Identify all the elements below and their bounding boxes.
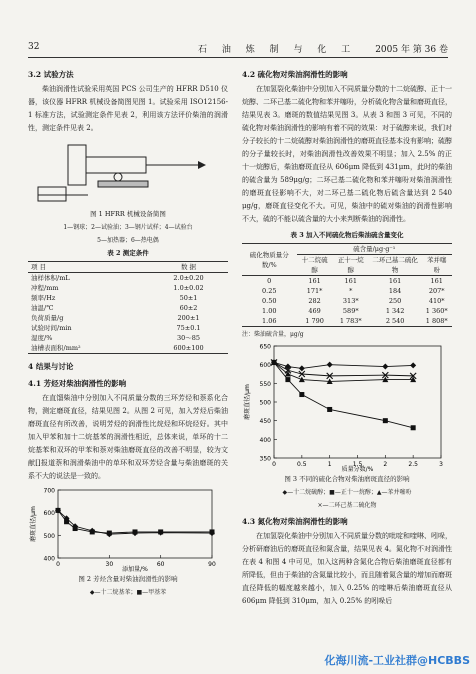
plot-frame: [274, 346, 441, 458]
data-point: [56, 508, 61, 513]
fig3-legend: ◆—十二烷硫醇；■—正十一烷醇；▲—苯并噻吩: [282, 489, 412, 496]
table-cell: 油样体积/mL: [31, 274, 70, 282]
fig1-subcaption: 5—加热器；6—热电偶: [97, 237, 159, 244]
table-cell: 161: [308, 277, 321, 285]
right-column: [242, 64, 452, 608]
data-point: [158, 529, 163, 534]
fig1-caption: 图 1 HFRR 机械设备简图: [90, 210, 166, 218]
table3-header: 正十一烷醇: [337, 256, 364, 274]
data-point: [285, 377, 290, 382]
data-point: [210, 529, 215, 534]
x-tick-label: 1.5: [352, 461, 363, 468]
data-point: [90, 529, 95, 534]
apparatus-arm: [86, 157, 146, 173]
y-tick-label: 400: [43, 555, 55, 563]
x-tick-label: 1: [327, 461, 332, 468]
y-tick-label: 600: [43, 510, 55, 518]
page-header: [28, 42, 448, 56]
x-tick-label: 3: [439, 461, 443, 468]
paragraph: 在加氢裂化柴油中分别加入不同质量分数的十二烷硫醇、正十一烷醇、二环己基二硫化物和苯并噻吩，分析硫化物含量和磨斑直径，结果见表 3。磨斑的数值结果见图 3。从表 3 和图 3 可见，不同的硫化物对柴油润滑性的影响有着不同的效果：对于硫醇来说，我们对分子较长的十二烷硫醇对柴油润滑性的磨斑直径基本没有影响；硫醇的分子量较长时，对柴油润滑性改善效果不明显；加入 2.5% 的正十一烷醇后，柴油磨斑直径从 606μm 降低到 431μm，此时的柴油的硫含量为 589μg/g；二环己基二硫化物和苯并噻吩对柴油润滑性的磨斑直径影响不大，对二环己基二硫化物后硫含量达到 2 540 μg/g，磨斑直径变化不大。可见，柴油中的硫对柴油的润滑性影响不大，硫的不能以硫含量的大小来判断柴油的润滑性。: [242, 85, 452, 223]
table-cell: 469: [308, 307, 321, 315]
table2-title: 表 2 测定条件: [107, 249, 149, 257]
table-row: [242, 276, 452, 287]
table-cell: 1.06: [262, 317, 277, 325]
data-point: [133, 529, 138, 534]
steel-ball: [114, 173, 122, 181]
table3-header: 苯并噻吩: [426, 256, 447, 274]
paragraph: 在直馏柴油中分别加入不同质量分数的三环芳烃和萘系化合物，测定磨斑直径，结果见图 2。从图 2 可见，加入芳烃后柴油磨斑直径有所改善，说明芳烃的润滑性比烷烃和环烷烃好。其中加入甲苯和加十二烷基苯的润滑性相近，总体来说，单环的十二烷基苯和双环的甲苯和萘对柴油磨斑直径的改善不明显，较为文献[]报道萘和润滑柴油中的单环和双环芳烃含量与柴油磨斑的关系不大的说法是一致的。: [28, 394, 228, 480]
x-tick-label: 90: [208, 561, 216, 568]
table-cell: 171*: [306, 287, 323, 295]
section-3-2-heading: 3.2 试验方法: [28, 70, 74, 79]
table-cell: 0: [267, 277, 272, 285]
table-cell: 60±2: [179, 304, 198, 312]
section-4-3-heading: 4.3 氮化物对柴油润滑性的影响: [242, 517, 348, 526]
table-row: [28, 273, 228, 284]
hfrr-apparatus-figure: [28, 137, 228, 207]
y-tick-label: 500: [43, 532, 55, 540]
x-tick-label: 2.5: [408, 461, 418, 468]
paragraph: 在加氢裂化柴油中分别加入不同质量分数的吡啶和喹啉、吲哚，分析研磨油后的磨斑直径和氮含量，结果见表 4。氮化物不对润滑性在表 4 和图 4 中可见，加入这两种含氮化合物后柴油磨斑直径都有所降低，但由于柴油的含氮量比较小，而且随着氮含量的增加而磨斑直径降低的幅度越来越小，加入 0.25% 的喹啉后柴油磨斑直径从 606μm 降低到 310μm，加入 0.25% 的吲哚后: [242, 532, 452, 605]
y-tick-label: 350: [259, 455, 271, 463]
table-cell: 184: [388, 287, 402, 295]
table-row: [28, 293, 228, 303]
table-cell: 0.50: [262, 297, 277, 305]
table-cell: 冲程/mm: [31, 284, 59, 292]
table-cell: 油温/℃: [31, 304, 54, 312]
table-row: [28, 303, 228, 313]
x-tick-label: 0: [272, 461, 276, 468]
section-4-1-heading: 4.1 芳烃对柴油润滑性的影响: [28, 379, 127, 388]
table-cell: 负荷质量/g: [31, 314, 64, 322]
section-4-2-heading: 4.2 硫化物对柴油润滑性的影响: [242, 70, 348, 79]
fig3-chart: [242, 342, 447, 472]
table3-note: 注：柴油硫含量，μg/g: [242, 331, 304, 338]
x-axis-label: 质量分数/%: [341, 466, 374, 472]
y-tick-label: 500: [259, 399, 271, 407]
data-point: [299, 392, 304, 397]
y-tick-label: 600: [259, 362, 271, 370]
table3-header: 二环己基二硫化物: [372, 256, 418, 274]
table-cell: 1 808*: [425, 317, 448, 325]
table-cell: 75±0.1: [176, 324, 201, 332]
table-row: [28, 343, 228, 354]
fig1-subcaption: 1—钢球；2—试验油；3—钢片试样；4—试验台: [63, 224, 193, 231]
table2-header: 项 目: [31, 263, 47, 271]
fig3-caption: 图 3 不同的硫化合物对柴油磨斑直径的影响: [284, 475, 410, 483]
section-4-heading: 4 结果与讨论: [28, 362, 74, 371]
arrow-head: [198, 161, 206, 169]
table-cell: 50±1: [179, 294, 198, 302]
table3-header: 硫化物质量分数/%: [249, 250, 289, 269]
table-cell: 589*: [342, 307, 359, 315]
y-tick-label: 450: [259, 418, 271, 426]
table-cell: 161: [388, 277, 402, 285]
table-cell: 207*: [428, 287, 445, 295]
data-point: [327, 362, 333, 368]
data-point: [327, 407, 332, 412]
table-cell: 313*: [342, 297, 359, 305]
table-cell: 1.00: [262, 307, 277, 315]
series-line: [274, 362, 413, 368]
x-tick-label: 2: [383, 461, 388, 468]
oil-bath: [98, 181, 148, 187]
y-tick-label: 700: [43, 487, 55, 495]
table-cell: 试验时间/min: [31, 324, 72, 332]
table-row: [28, 333, 228, 343]
table-row: [242, 286, 452, 296]
y-axis-label: 磨斑直径/μm: [244, 384, 251, 420]
left-column: [28, 64, 228, 600]
table-row: [28, 283, 228, 293]
table-cell: 161: [344, 277, 357, 285]
y-tick-label: 400: [259, 436, 271, 444]
watermark: 化海川流-工业社群@HCBBS: [324, 654, 470, 667]
table-row: [242, 306, 452, 316]
data-point: [411, 425, 416, 430]
table-3: [242, 243, 452, 327]
plot-frame: [58, 490, 212, 558]
table-cell: 600±100: [173, 344, 204, 352]
table-cell: 250: [388, 297, 402, 305]
data-point: [299, 365, 305, 371]
table-cell: 1.0±0.02: [173, 284, 204, 292]
data-point: [107, 531, 112, 536]
series-line: [274, 362, 413, 375]
paragraph: 柴油润滑性试验采用英国 PCS 公司生产的 HFRR D510 仪器，该仪器 HFRR 机械设备简图见图 1。试验采用 ISO12156-1 标准方法，试验测定条件见表 2，利用该方法评价柴油的润滑性，测定条件见表 2。: [28, 85, 228, 132]
fig2-caption: 图 2 芳烃含量对柴油润滑性的影响: [78, 575, 178, 583]
fig2-legend: ◆—十二烷基苯；■—甲基苯: [89, 589, 167, 596]
fig3-legend: ×—二环己基二硫化物: [317, 502, 377, 509]
table-cell: 2.0±0.20: [173, 274, 204, 282]
table3-group-header: 硫含量/μg·g⁻¹: [297, 244, 453, 255]
table-2: [28, 261, 228, 354]
table-row: [242, 316, 452, 327]
x-tick-label: 60: [156, 561, 165, 568]
table-cell: 湿度/%: [31, 334, 53, 342]
table-row: [28, 313, 228, 323]
table-cell: *: [349, 287, 353, 295]
table-cell: 0.25: [262, 287, 277, 295]
apparatus-left-block: [68, 145, 86, 185]
table-row: [28, 323, 228, 333]
table-cell: 200±1: [177, 314, 200, 322]
table3-title: 表 3 加入不同硫化物后柴油硫含量变化: [290, 231, 404, 239]
issue-info: 2005 年 第 36 卷: [375, 45, 448, 55]
x-axis-label: 添加量/%: [122, 566, 148, 572]
fig2-chart: [28, 486, 218, 572]
table-cell: 1 783*: [339, 317, 362, 325]
table-cell: 410*: [428, 297, 445, 305]
journal-title: 石 油 炼 制 与 化 工: [198, 45, 357, 55]
x-tick-label: 0: [56, 561, 60, 568]
table-cell: 1 342: [385, 307, 405, 315]
table-cell: 1 360*: [425, 307, 448, 315]
table-cell: 161: [430, 277, 443, 285]
table3-header: 十二烷硫醇: [301, 256, 328, 274]
table-cell: 282: [308, 297, 321, 305]
table2-header: 数 据: [180, 263, 197, 271]
x-tick-label: 30: [105, 561, 114, 568]
heater-box: [38, 187, 66, 201]
data-point: [73, 526, 78, 531]
table-cell: 30～85: [177, 334, 201, 342]
table-cell: 频率/Hz: [31, 294, 56, 302]
data-point: [383, 418, 388, 423]
data-point: [64, 519, 69, 524]
data-point: [410, 362, 416, 368]
table-cell: 油槽表面积/mm²: [31, 344, 81, 352]
table-row: [242, 296, 452, 306]
table-cell: 1 790: [305, 317, 324, 325]
page-number: 32: [28, 42, 40, 52]
y-axis-label: 磨斑直径/μm: [30, 506, 37, 542]
table-cell: 2 540: [385, 317, 405, 325]
header-rule: [28, 57, 448, 58]
x-tick-label: 0.5: [297, 461, 307, 468]
y-tick-label: 650: [259, 343, 271, 351]
y-tick-label: 550: [259, 380, 271, 388]
data-point: [382, 364, 388, 370]
